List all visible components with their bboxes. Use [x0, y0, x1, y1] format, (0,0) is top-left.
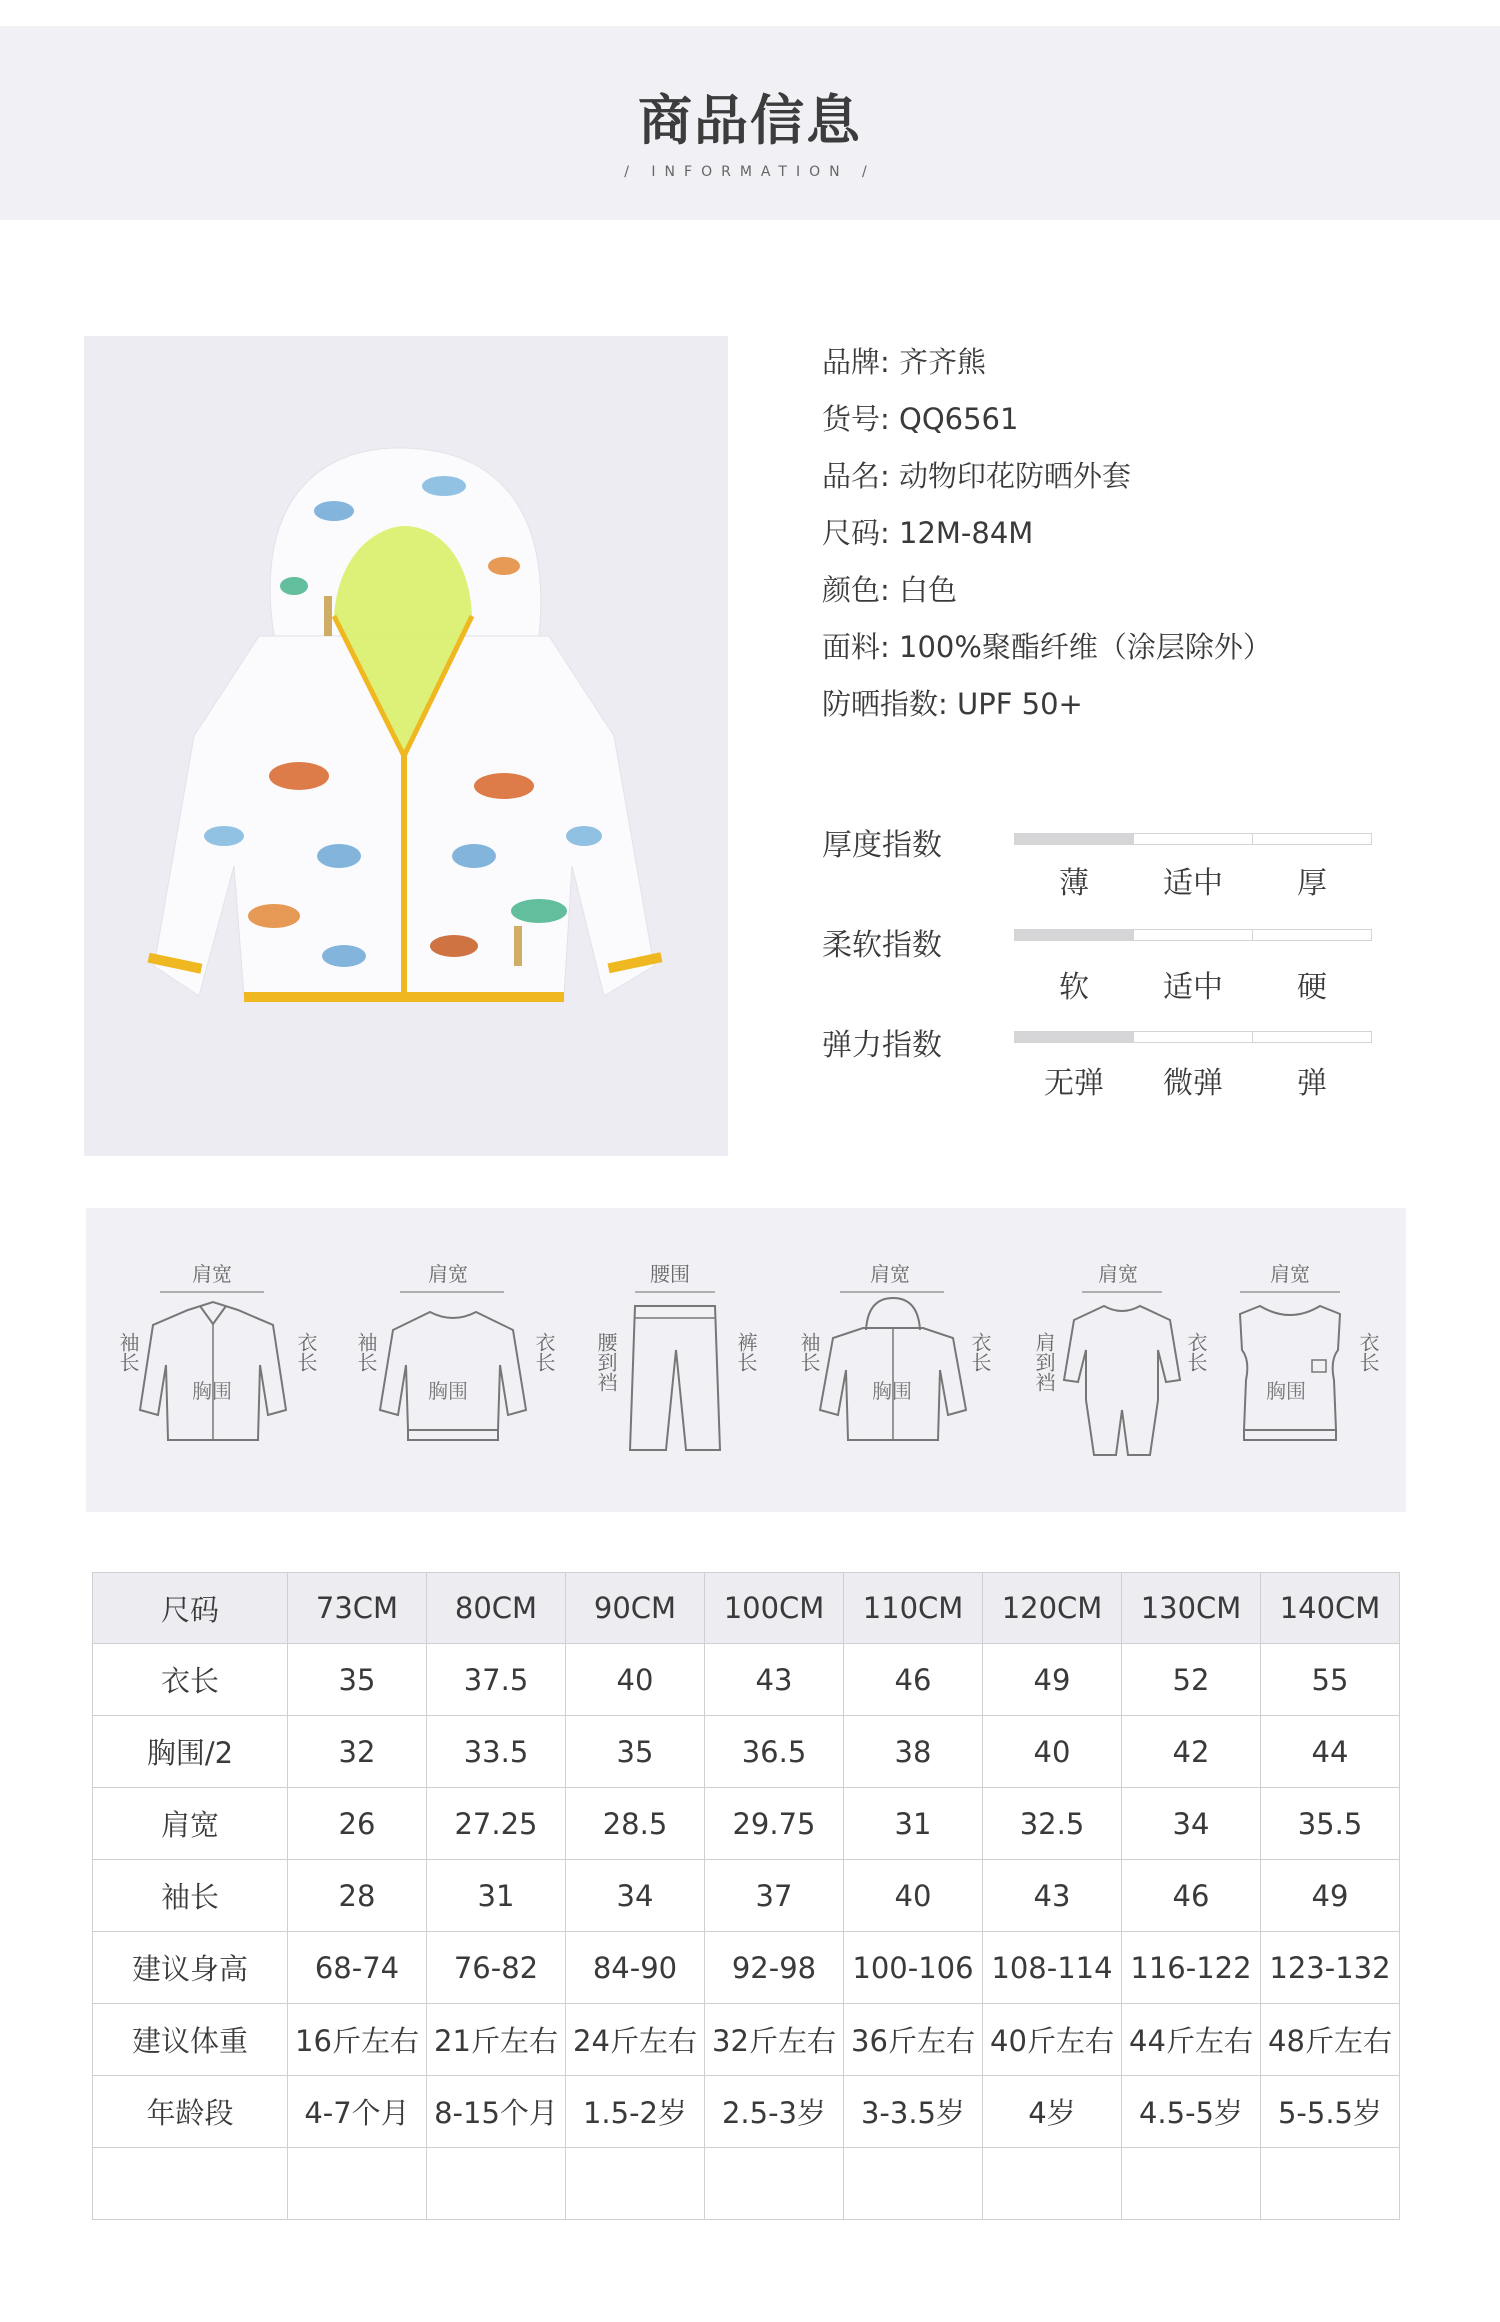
jacket-illustration — [84, 336, 728, 1156]
diagram-label-top: 肩宽 — [428, 1262, 468, 1286]
table-row — [93, 1644, 1400, 1716]
page-title: 商品信息 — [638, 89, 862, 152]
diagram-label-right: 衣长 — [294, 1332, 318, 1372]
diagram-label-right: 衣长 — [1356, 1332, 1380, 1372]
thickness-bar-segment-2 — [1133, 833, 1253, 845]
page-subtitle: / INFORMATION / — [624, 164, 876, 180]
thickness-bar-segment-3 — [1252, 833, 1372, 845]
info-label: 货号: — [822, 402, 890, 436]
info-value: 12M-84M — [899, 516, 1034, 550]
softness-bar-segment-3 — [1252, 929, 1372, 941]
table-cell: 46 — [844, 1644, 983, 1716]
table-cell: 35 — [288, 1644, 427, 1716]
diagram-label-middle: 胸围 — [872, 1379, 912, 1403]
table-cell: 42 — [1122, 1716, 1261, 1788]
table-cell: 108-114 — [983, 1932, 1122, 2004]
table-row-header: 袖长 — [93, 1860, 288, 1932]
thickness-index-label: 厚度指数 — [822, 828, 942, 863]
elasticity-option-stretch: 弹 — [1297, 1066, 1327, 1101]
elasticity-index-label: 弹力指数 — [822, 1028, 942, 1063]
table-cell: 4.5-5岁 — [1122, 2076, 1261, 2148]
table-row-header — [93, 2148, 288, 2220]
info-label: 面料: — [822, 630, 890, 664]
thickness-option-thin: 薄 — [1059, 866, 1089, 901]
table-cell: 28.5 — [566, 1788, 705, 1860]
softness-option-medium: 适中 — [1163, 970, 1223, 1005]
table-row-header: 建议体重 — [93, 2004, 288, 2076]
info-row-size — [822, 505, 1272, 562]
table-cell: 40 — [566, 1644, 705, 1716]
table-header-cell: 尺码 — [93, 1573, 288, 1644]
table-cell — [1122, 2148, 1261, 2220]
table-cell — [705, 2148, 844, 2220]
table-cell: 46 — [1122, 1860, 1261, 1932]
table-cell: 43 — [705, 1644, 844, 1716]
table-header-cell: 90CM — [566, 1573, 705, 1644]
table-header-row — [93, 1573, 1400, 1644]
table-cell: 16斤左右 — [288, 2004, 427, 2076]
table-cell: 40斤左右 — [983, 2004, 1122, 2076]
table-row-header: 胸围/2 — [93, 1716, 288, 1788]
table-row-header: 年龄段 — [93, 2076, 288, 2148]
pants-icon — [620, 1290, 730, 1460]
product-photo — [84, 336, 728, 1156]
product-info-list — [822, 334, 1272, 733]
diagram-label-left: 袖长 — [354, 1332, 378, 1372]
table-header-cell: 100CM — [705, 1573, 844, 1644]
table-cell: 8-15个月 — [427, 2076, 566, 2148]
shirt-icon — [138, 1290, 288, 1450]
table-cell: 36.5 — [705, 1716, 844, 1788]
info-value: 100%聚酯纤维（涂层除外） — [899, 630, 1272, 664]
diagram-label-middle: 胸围 — [428, 1379, 468, 1403]
table-row-header: 建议身高 — [93, 1932, 288, 2004]
table-cell: 35.5 — [1261, 1788, 1400, 1860]
vest-icon — [1230, 1290, 1350, 1450]
info-value: QQ6561 — [899, 402, 1019, 436]
table-cell: 84-90 — [566, 1932, 705, 2004]
table-header-cell: 80CM — [427, 1573, 566, 1644]
elasticity-bar-segment-2 — [1133, 1031, 1253, 1043]
softness-index-label: 柔软指数 — [822, 928, 942, 963]
table-header-cell: 140CM — [1261, 1573, 1400, 1644]
table-cell: 43 — [983, 1860, 1122, 1932]
table-cell: 123-132 — [1261, 1932, 1400, 2004]
info-label: 品牌: — [822, 345, 890, 379]
table-cell: 21斤左右 — [427, 2004, 566, 2076]
table-cell: 38 — [844, 1716, 983, 1788]
table-header-cell: 110CM — [844, 1573, 983, 1644]
table-cell: 34 — [1122, 1788, 1261, 1860]
table-cell: 49 — [983, 1644, 1122, 1716]
info-row-name — [822, 448, 1272, 505]
table-row — [93, 2076, 1400, 2148]
softness-option-hard: 硬 — [1297, 970, 1327, 1005]
table-cell — [983, 2148, 1122, 2220]
table-cell: 116-122 — [1122, 1932, 1261, 2004]
table-cell: 37 — [705, 1860, 844, 1932]
elasticity-bar-segment-3 — [1252, 1031, 1372, 1043]
romper-icon — [1062, 1290, 1182, 1460]
table-cell: 35 — [566, 1716, 705, 1788]
thickness-option-thick: 厚 — [1297, 866, 1327, 901]
info-label: 品名: — [822, 459, 890, 493]
sweater-icon — [378, 1290, 528, 1450]
table-cell: 29.75 — [705, 1788, 844, 1860]
info-row-sku — [822, 391, 1272, 448]
diagram-label-left: 袖长 — [116, 1332, 140, 1372]
table-header-cell: 73CM — [288, 1573, 427, 1644]
diagram-label-top: 肩宽 — [870, 1262, 910, 1286]
info-value: 白色 — [899, 573, 958, 607]
table-cell: 52 — [1122, 1644, 1261, 1716]
table-cell: 4岁 — [983, 2076, 1122, 2148]
info-value: 齐齐熊 — [899, 345, 987, 379]
info-row-brand — [822, 334, 1272, 391]
diagram-label-top: 肩宽 — [192, 1262, 232, 1286]
info-row-fabric — [822, 619, 1272, 676]
table-row — [93, 1716, 1400, 1788]
table-cell: 27.25 — [427, 1788, 566, 1860]
hooded-jacket-icon — [818, 1290, 968, 1450]
table-header-cell: 120CM — [983, 1573, 1122, 1644]
table-cell: 40 — [844, 1860, 983, 1932]
info-label: 颜色: — [822, 573, 890, 607]
diagram-label-right: 裤长 — [734, 1332, 758, 1372]
table-cell: 31 — [844, 1788, 983, 1860]
table-row — [93, 2004, 1400, 2076]
thickness-bar-segment-1 — [1014, 833, 1134, 845]
table-cell: 5-5.5岁 — [1261, 2076, 1400, 2148]
table-cell: 28 — [288, 1860, 427, 1932]
size-table — [92, 1572, 1400, 2220]
table-cell: 49 — [1261, 1860, 1400, 1932]
table-cell — [427, 2148, 566, 2220]
elasticity-bar-segment-1 — [1014, 1031, 1134, 1043]
table-cell: 76-82 — [427, 1932, 566, 2004]
table-cell: 2.5-3岁 — [705, 2076, 844, 2148]
table-cell: 4-7个月 — [288, 2076, 427, 2148]
table-cell: 36斤左右 — [844, 2004, 983, 2076]
info-value: 动物印花防晒外套 — [899, 459, 1132, 493]
elasticity-option-none: 无弹 — [1044, 1066, 1104, 1101]
softness-bar-segment-2 — [1133, 929, 1253, 941]
table-cell: 44斤左右 — [1122, 2004, 1261, 2076]
table-header-cell: 130CM — [1122, 1573, 1261, 1644]
table-cell: 34 — [566, 1860, 705, 1932]
table-cell: 31 — [427, 1860, 566, 1932]
diagram-label-top: 腰围 — [650, 1262, 690, 1286]
diagram-label-left: 腰到裆 — [594, 1332, 618, 1392]
elasticity-option-slight: 微弹 — [1163, 1066, 1223, 1101]
table-cell: 3-3.5岁 — [844, 2076, 983, 2148]
table-cell: 1.5-2岁 — [566, 2076, 705, 2148]
info-label: 防晒指数: — [822, 687, 948, 721]
table-row — [93, 1788, 1400, 1860]
table-cell: 48斤左右 — [1261, 2004, 1400, 2076]
table-cell — [844, 2148, 983, 2220]
table-cell: 55 — [1261, 1644, 1400, 1716]
info-row-upf — [822, 676, 1272, 733]
table-row-header: 肩宽 — [93, 1788, 288, 1860]
info-row-color — [822, 562, 1272, 619]
diagram-label-right: 衣长 — [1184, 1332, 1208, 1372]
table-cell: 92-98 — [705, 1932, 844, 2004]
table-cell: 100-106 — [844, 1932, 983, 2004]
diagram-label-top: 肩宽 — [1098, 1262, 1138, 1286]
diagram-label-top: 肩宽 — [1270, 1262, 1310, 1286]
table-cell: 32.5 — [983, 1788, 1122, 1860]
diagram-label-right: 衣长 — [968, 1332, 992, 1372]
diagram-label-right: 衣长 — [532, 1332, 556, 1372]
table-cell: 68-74 — [288, 1932, 427, 2004]
table-cell: 44 — [1261, 1716, 1400, 1788]
table-row-header: 衣长 — [93, 1644, 288, 1716]
thickness-option-medium: 适中 — [1163, 866, 1223, 901]
diagram-label-middle: 胸围 — [192, 1379, 232, 1403]
diagram-label-middle: 胸围 — [1266, 1379, 1306, 1403]
info-label: 尺码: — [822, 516, 890, 550]
table-cell — [566, 2148, 705, 2220]
table-cell — [1261, 2148, 1400, 2220]
softness-option-soft: 软 — [1059, 970, 1089, 1005]
table-cell — [288, 2148, 427, 2220]
table-row-empty — [93, 2148, 1400, 2220]
info-value: UPF 50+ — [957, 687, 1083, 721]
table-cell: 26 — [288, 1788, 427, 1860]
table-row — [93, 1932, 1400, 2004]
table-cell: 33.5 — [427, 1716, 566, 1788]
table-cell: 32 — [288, 1716, 427, 1788]
table-cell: 24斤左右 — [566, 2004, 705, 2076]
table-cell: 40 — [983, 1716, 1122, 1788]
table-cell: 37.5 — [427, 1644, 566, 1716]
diagram-label-left: 袖长 — [797, 1332, 821, 1372]
table-row — [93, 1860, 1400, 1932]
diagram-label-left: 肩到裆 — [1032, 1332, 1056, 1392]
table-cell: 32斤左右 — [705, 2004, 844, 2076]
softness-bar-segment-1 — [1014, 929, 1134, 941]
